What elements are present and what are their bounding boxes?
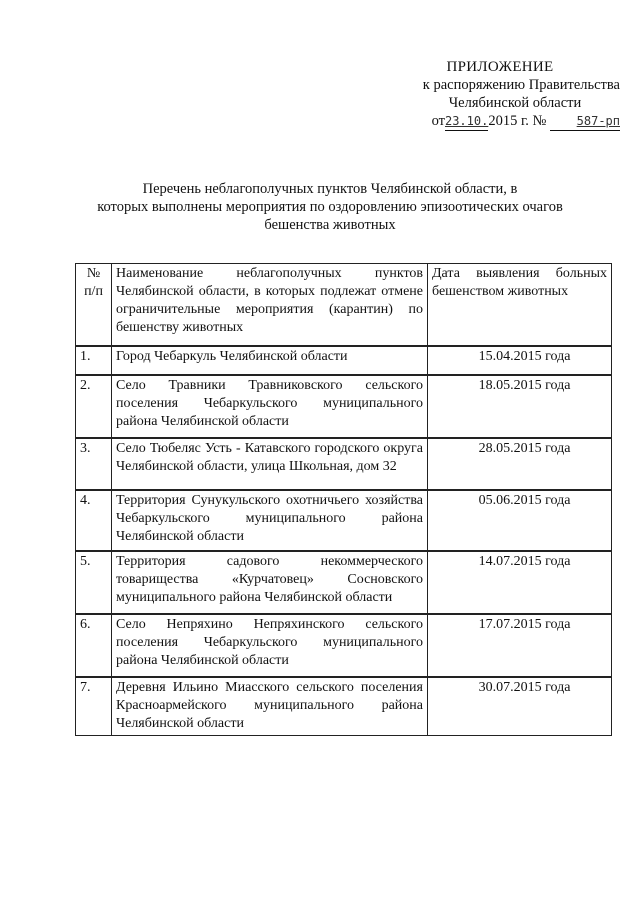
header-date: Дата выявления больных бешенством животных	[428, 264, 612, 347]
row-num: 2.	[76, 375, 112, 438]
table-row	[76, 375, 612, 438]
row-num: 5.	[76, 551, 112, 614]
row-name: Село Непряхино Непряхинского сельского поселения Чебаркульского муниципального района Челябинской области	[112, 614, 428, 677]
header-name: Наименование неблагополучных пунктов Челябинской области, в которых подлежат отмене ограничительные мероприятия (карантин) по бешенству животных	[112, 264, 428, 347]
row-date: 05.06.2015 года	[428, 490, 612, 551]
row-name: Город Чебаркуль Челябинской области	[112, 346, 428, 375]
appendix-block	[380, 58, 620, 131]
order-prefix: от	[431, 113, 445, 129]
row-date: 15.04.2015 года	[428, 346, 612, 375]
locations-table	[75, 263, 612, 736]
table-row	[76, 677, 612, 736]
table-row	[76, 438, 612, 490]
row-num: 6.	[76, 614, 112, 677]
table-row	[76, 551, 612, 614]
row-num: 7.	[76, 677, 112, 736]
row-date: 18.05.2015 года	[428, 375, 612, 438]
document-heading	[70, 180, 590, 234]
row-date: 30.07.2015 года	[428, 677, 612, 736]
order-year: 2015 г. №	[488, 113, 547, 129]
row-name: Территория Сунукульского охотничьего хозяйства Чебаркульского муниципального района Челябинской области	[112, 490, 428, 551]
order-date: 23.10.	[445, 112, 488, 131]
table-row	[76, 614, 612, 677]
appendix-line-2: Челябинской области	[448, 95, 582, 111]
row-num: 4.	[76, 490, 112, 551]
table-row	[76, 346, 612, 375]
row-date: 17.07.2015 года	[428, 614, 612, 677]
row-name: Деревня Ильино Миасского сельского поселения Красноармейского муниципального района Челябинской области	[112, 677, 428, 736]
appendix-line-1: к распоряжению Правительства	[422, 77, 620, 93]
row-name: Территория садового некоммерческого товарищества «Курчатовец» Сосновского муниципального района Челябинской области	[112, 551, 428, 614]
row-num: 1.	[76, 346, 112, 375]
row-name: Село Травники Травниковского сельского поселения Чебаркульского муниципального района Челябинской области	[112, 375, 428, 438]
table-header-row	[76, 264, 612, 347]
heading-line-1: Перечень неблагополучных пунктов Челябинской области, в	[142, 181, 518, 197]
heading-line-3: бешенства животных	[264, 217, 396, 233]
row-num: 3.	[76, 438, 112, 490]
row-name: Село Тюбеляс Усть - Катавского городского округа Челябинской области, улица Школьная, дом 32	[112, 438, 428, 490]
heading-line-2: которых выполнены мероприятия по оздоровлению эпизоотических очагов	[97, 199, 563, 215]
row-date: 14.07.2015 года	[428, 551, 612, 614]
table-row	[76, 490, 612, 551]
appendix-title: ПРИЛОЖЕНИЕ	[446, 59, 554, 75]
order-line	[380, 112, 620, 131]
header-num: № п/п	[76, 264, 112, 347]
row-date: 28.05.2015 года	[428, 438, 612, 490]
order-number: 587-рп	[550, 112, 620, 131]
